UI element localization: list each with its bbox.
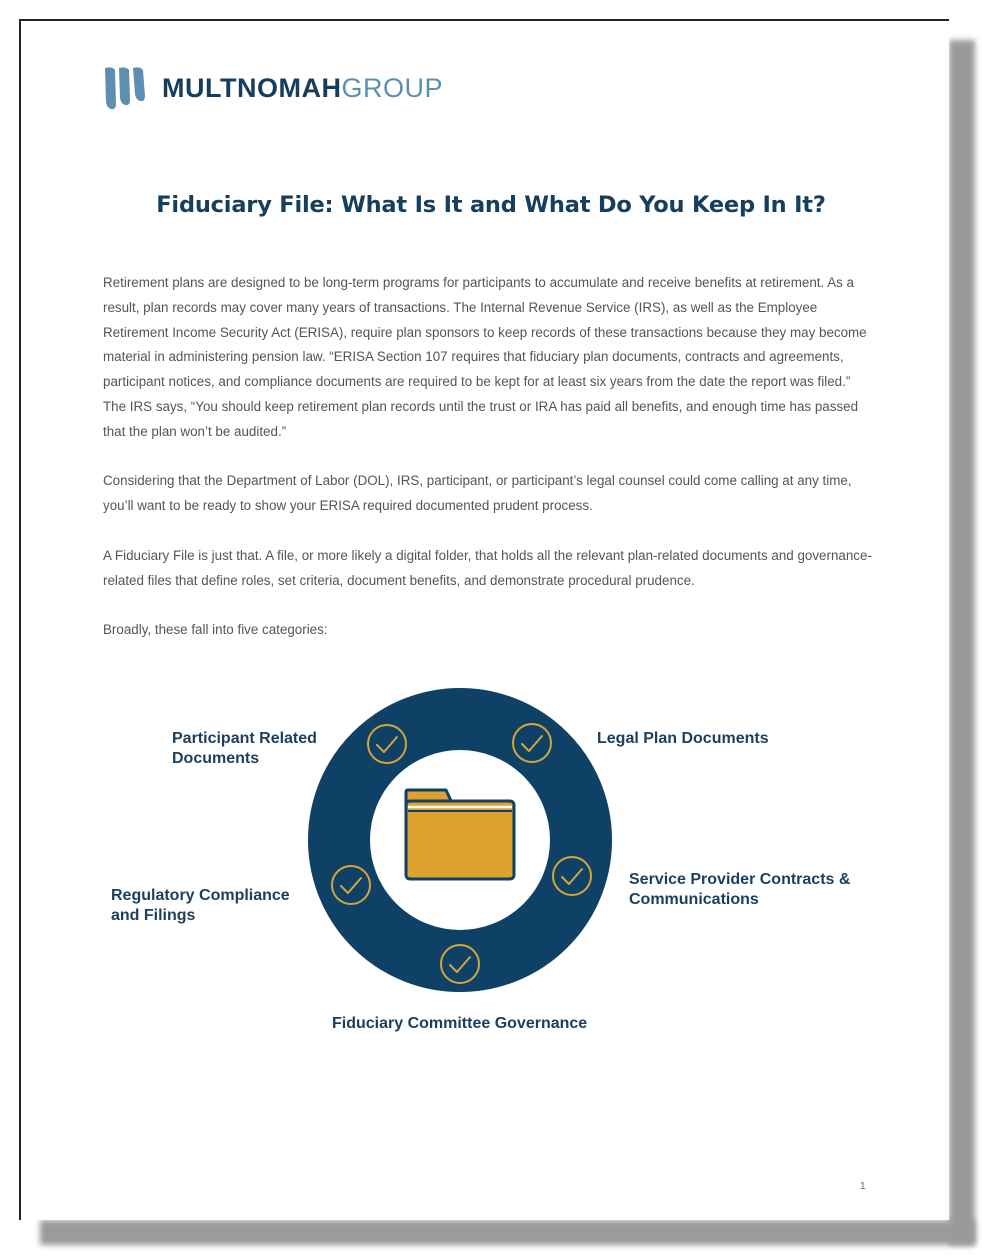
page-title: Fiduciary File: What Is It and What Do You Keep In It? [156,192,826,218]
category-label-line1: Participant Related [172,730,317,747]
category-legal-plan [597,729,769,749]
category-regulatory-compliance [111,886,290,926]
category-label-line1: Service Provider Contracts & [629,871,851,888]
category-label-line1: Legal Plan Documents [597,730,769,747]
paragraph-categories-intro: Broadly, these fall into five categories: [103,622,328,637]
paragraph-dol: Considering that the Department of Labor (DOL), IRS, participant, or participant’s legal counsel could come calling at any time, you’ll want to be ready to show your ERISA required documented prudent process. [103,473,852,513]
logo-text-bold: MULTNOMAH [162,72,342,103]
category-fiduciary-committee [332,1014,587,1034]
logo-text-light: GROUP [341,72,443,103]
category-label-line1: Regulatory Compliance [111,887,290,904]
category-label-line2: Communications [629,891,759,908]
logo-wordmark [162,72,443,103]
page-shadow-bottom [40,1220,975,1245]
paragraph-definition: A Fiduciary File is just that. A file, or more likely a digital folder, that holds all the relevant plan-related documents and governance-related files that define roles, set criteria, document benefits, and demonstrate procedural prudence. [103,548,872,588]
category-label-line2: and Filings [111,907,196,924]
category-participant-related [172,729,317,769]
category-label-line1: Fiduciary Committee Governance [332,1015,588,1032]
page-number: 1 [860,1181,866,1192]
paragraph-intro: Retirement plans are designed to be long-term programs for participants to accumulate and receive benefits at retirement. As a result, plan records may cover many years of transactions. The Internal Revenue Service (IRS), as well as the Employee Retirement Income Security Act (ERISA), require plan sponsors to keep records of these transactions because they may become material in administering pension law. “ERISA Section 107 requires that fiduciary plan documents, contracts and agreements, participant notices, and compliance documents are required to be kept for at least six years from the date the report was filed.” The IRS says, “You should keep retirement plan records until the trust or IRA has paid all benefits, and enough time has passed that the plan won’t be audited.” [103,275,867,439]
logo-mark-icon [104,66,146,110]
category-service-provider [629,870,850,910]
page-shadow-right [949,40,975,1245]
company-logo [104,66,443,110]
category-label-line2: Documents [172,750,260,767]
